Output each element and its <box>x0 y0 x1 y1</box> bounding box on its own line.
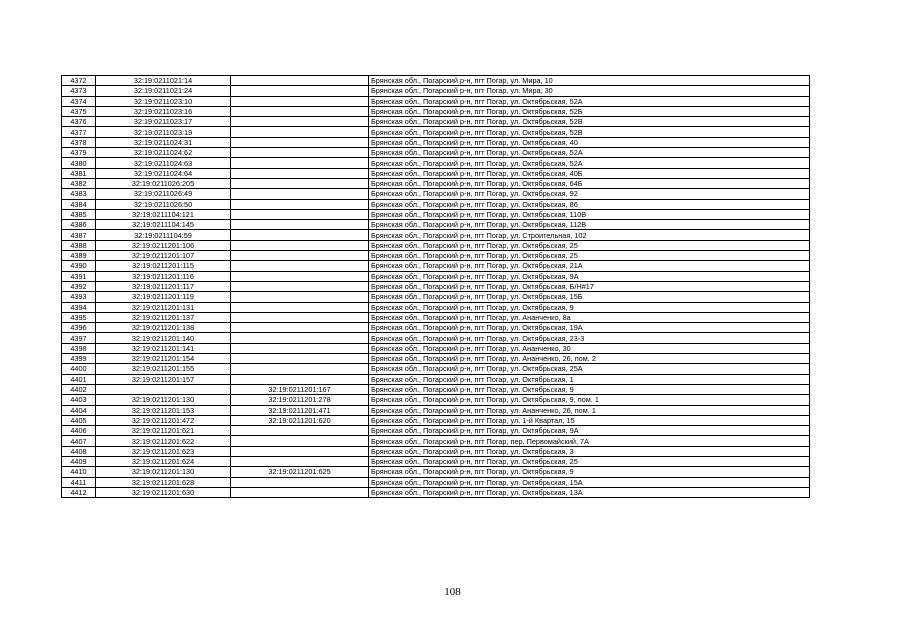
cadastral-number-cell: 32:19:0211201:154 <box>96 354 231 364</box>
cadastral-number-cell: 32:19:0211104:121 <box>96 209 231 219</box>
table-row <box>62 384 810 394</box>
row-number-cell: 4406 <box>62 426 96 436</box>
row-number-cell: 4382 <box>62 178 96 188</box>
table-row <box>62 209 810 219</box>
parent-cadastral-number-cell <box>231 96 369 106</box>
address-cell: Брянская обл., Погарский р-н, пгт Погар, пер. Первомайский, 7А <box>369 436 810 446</box>
row-number-cell: 4399 <box>62 354 96 364</box>
address-cell: Брянская обл., Погарский р-н, пгт Погар, ул. Мира, 30 <box>369 86 810 96</box>
cadastral-number-cell: 32:19:0211026:205 <box>96 178 231 188</box>
address-cell: Брянская обл., Погарский р-н, пгт Погар, ул. Октябрьская, 9 <box>369 302 810 312</box>
cadastral-number-cell: 32:19:0211201:138 <box>96 323 231 333</box>
parent-cadastral-number-cell <box>231 86 369 96</box>
table-row <box>62 467 810 477</box>
row-number-cell: 4397 <box>62 333 96 343</box>
table-row <box>62 487 810 497</box>
cadastral-number-cell: 32:19:0211023:19 <box>96 127 231 137</box>
address-cell: Брянская обл., Погарский р-н, пгт Погар, ул. Октябрьская, 25 <box>369 251 810 261</box>
cadastral-number-cell: 32:19:0211201:130 <box>96 395 231 405</box>
parent-cadastral-number-cell <box>231 158 369 168</box>
row-number-cell: 4405 <box>62 415 96 425</box>
table-row <box>62 178 810 188</box>
table-row <box>62 323 810 333</box>
parent-cadastral-number-cell <box>231 446 369 456</box>
row-number-cell: 4380 <box>62 158 96 168</box>
row-number-cell: 4398 <box>62 343 96 353</box>
cadastral-number-cell: 32:19:0211201:628 <box>96 477 231 487</box>
row-number-cell: 4409 <box>62 456 96 466</box>
address-cell: Брянская обл., Погарский р-н, пгт Погар, ул. Ананченко, 8а <box>369 312 810 322</box>
row-number-cell: 4378 <box>62 137 96 147</box>
row-number-cell: 4384 <box>62 199 96 209</box>
row-number-cell: 4411 <box>62 477 96 487</box>
table-row <box>62 426 810 436</box>
cadastral-number-cell: 32:19:0211024:63 <box>96 158 231 168</box>
address-cell: Брянская обл., Погарский р-н, пгт Погар, ул. Ананченко, 26, пом. 2 <box>369 354 810 364</box>
table-row <box>62 405 810 415</box>
cadastral-number-cell: 32:19:0211201:153 <box>96 405 231 415</box>
cadastral-number-cell: 32:19:0211026:50 <box>96 199 231 209</box>
address-cell: Брянская обл., Погарский р-н, пгт Погар, ул. Октябрьская, 64Б <box>369 178 810 188</box>
cadastral-number-cell: 32:19:0211201:622 <box>96 436 231 446</box>
cadastral-number-cell: 32:19:0211201:137 <box>96 312 231 322</box>
parent-cadastral-number-cell <box>231 240 369 250</box>
table-row <box>62 168 810 178</box>
cadastral-number-cell: 32:19:0211201:472 <box>96 415 231 425</box>
row-number-cell: 4402 <box>62 384 96 394</box>
row-number-cell: 4379 <box>62 148 96 158</box>
parent-cadastral-number-cell: 32:19:0211201:620 <box>231 415 369 425</box>
row-number-cell: 4381 <box>62 168 96 178</box>
address-cell: Брянская обл., Погарский р-н, пгт Погар, ул. Мира, 10 <box>369 76 810 86</box>
parent-cadastral-number-cell <box>231 189 369 199</box>
table-row <box>62 312 810 322</box>
row-number-cell: 4404 <box>62 405 96 415</box>
row-number-cell: 4400 <box>62 364 96 374</box>
cadastral-number-cell: 32:19:0211201:106 <box>96 240 231 250</box>
page-number: 108 <box>444 586 461 598</box>
table-row <box>62 117 810 127</box>
parent-cadastral-number-cell <box>231 302 369 312</box>
table-row <box>62 251 810 261</box>
row-number-cell: 4387 <box>62 230 96 240</box>
row-number-cell: 4394 <box>62 302 96 312</box>
parent-cadastral-number-cell: 32:19:0211201:625 <box>231 467 369 477</box>
cadastral-number-cell: 32:19:0211201:116 <box>96 271 231 281</box>
cadastral-number-cell: 32:19:0211201:119 <box>96 292 231 302</box>
address-cell: Брянская обл., Погарский р-н, пгт Погар, ул. Октябрьская, 9А <box>369 426 810 436</box>
address-cell: Брянская обл., Погарский р-н, пгт Погар, ул. 1-й Квартал, 15 <box>369 415 810 425</box>
parent-cadastral-number-cell <box>231 178 369 188</box>
parent-cadastral-number-cell <box>231 333 369 343</box>
address-cell: Брянская обл., Погарский р-н, пгт Погар, ул. Октябрьская, 25А <box>369 364 810 374</box>
address-cell: Брянская обл., Погарский р-н, пгт Погар, ул. Октябрьская, 19А <box>369 323 810 333</box>
cadastral-number-cell: 32:19:0211201:115 <box>96 261 231 271</box>
cadastral-number-cell: 32:19:0211201:117 <box>96 281 231 291</box>
address-cell: Брянская обл., Погарский р-н, пгт Погар, ул. Октябрьская, 9 <box>369 467 810 477</box>
cadastral-number-cell: 32:19:0211201:630 <box>96 487 231 497</box>
row-number-cell: 4412 <box>62 487 96 497</box>
row-number-cell: 4386 <box>62 220 96 230</box>
cadastral-number-cell: 32:19:0211201:157 <box>96 374 231 384</box>
address-cell: Брянская обл., Погарский р-н, пгт Погар, ул. Октябрьская, 40Б <box>369 168 810 178</box>
row-number-cell: 4376 <box>62 117 96 127</box>
parent-cadastral-number-cell: 32:19:0211201:471 <box>231 405 369 415</box>
table-row <box>62 374 810 384</box>
table-row <box>62 127 810 137</box>
table-row <box>62 158 810 168</box>
row-number-cell: 4403 <box>62 395 96 405</box>
parent-cadastral-number-cell <box>231 456 369 466</box>
parent-cadastral-number-cell <box>231 426 369 436</box>
row-number-cell: 4373 <box>62 86 96 96</box>
table-row <box>62 230 810 240</box>
table-row <box>62 137 810 147</box>
table-row <box>62 240 810 250</box>
parent-cadastral-number-cell <box>231 106 369 116</box>
table-row <box>62 456 810 466</box>
address-cell: Брянская обл., Погарский р-н, пгт Погар, ул. Октябрьская, 110В <box>369 209 810 219</box>
address-cell: Брянская обл., Погарский р-н, пгт Погар, ул. Октябрьская, 25 <box>369 240 810 250</box>
cadastral-number-cell: 32:19:0211201:130 <box>96 467 231 477</box>
cadastral-number-cell: 32:19:0211024:62 <box>96 148 231 158</box>
parent-cadastral-number-cell <box>231 436 369 446</box>
parent-cadastral-number-cell <box>231 281 369 291</box>
table-row <box>62 76 810 86</box>
address-cell: Брянская обл., Погарский р-н, пгт Погар, ул. Октябрьская, 112В <box>369 220 810 230</box>
address-cell: Брянская обл., Погарский р-н, пгт Погар, ул. Ананченко, 30 <box>369 343 810 353</box>
parent-cadastral-number-cell <box>231 137 369 147</box>
parent-cadastral-number-cell <box>231 343 369 353</box>
table-row <box>62 343 810 353</box>
row-number-cell: 4372 <box>62 76 96 86</box>
parent-cadastral-number-cell: 32:19:0211201:278 <box>231 395 369 405</box>
cadastral-number-cell: 32:19:0211024:31 <box>96 137 231 147</box>
parent-cadastral-number-cell <box>231 76 369 86</box>
parent-cadastral-number-cell <box>231 312 369 322</box>
parent-cadastral-number-cell <box>231 209 369 219</box>
parent-cadastral-number-cell <box>231 220 369 230</box>
address-cell: Брянская обл., Погарский р-н, пгт Погар, ул. Октябрьская, 15А <box>369 477 810 487</box>
row-number-cell: 4390 <box>62 261 96 271</box>
cadastral-number-cell: 32:19:0211201:621 <box>96 426 231 436</box>
parent-cadastral-number-cell <box>231 271 369 281</box>
cadastral-number-cell: 32:19:0211023:10 <box>96 96 231 106</box>
table-row <box>62 395 810 405</box>
table-row <box>62 281 810 291</box>
cadastral-number-cell: 32:19:0211023:16 <box>96 106 231 116</box>
address-cell: Брянская обл., Погарский р-н, пгт Погар, ул. Октябрьская, 1 <box>369 374 810 384</box>
cadastral-number-cell: 32:19:0211201:624 <box>96 456 231 466</box>
address-cell: Брянская обл., Погарский р-н, пгт Погар, ул. Октябрьская, 3 <box>369 446 810 456</box>
table-row <box>62 106 810 116</box>
cadastral-number-cell: 32:19:0211201:623 <box>96 446 231 456</box>
parent-cadastral-number-cell <box>231 261 369 271</box>
parent-cadastral-number-cell <box>231 323 369 333</box>
address-cell: Брянская обл., Погарский р-н, пгт Погар, ул. Строительная, 102 <box>369 230 810 240</box>
cadastral-number-cell: 32:19:0211024:64 <box>96 168 231 178</box>
address-cell: Брянская обл., Погарский р-н, пгт Погар, ул. Октябрьская, 9 <box>369 384 810 394</box>
address-cell: Брянская обл., Погарский р-н, пгт Погар, ул. Ананченко, 26, пом. 1 <box>369 405 810 415</box>
parent-cadastral-number-cell <box>231 374 369 384</box>
parent-cadastral-number-cell <box>231 199 369 209</box>
address-cell: Брянская обл., Погарский р-н, пгт Погар, ул. Октябрьская, 15Б <box>369 292 810 302</box>
registry-table-body <box>62 76 810 498</box>
cadastral-number-cell: 32:19:0211201:140 <box>96 333 231 343</box>
address-cell: Брянская обл., Погарский р-н, пгт Погар, ул. Октябрьская, 86 <box>369 199 810 209</box>
address-cell: Брянская обл., Погарский р-н, пгт Погар, ул. Октябрьская, 52В <box>369 117 810 127</box>
row-number-cell: 4410 <box>62 467 96 477</box>
parent-cadastral-number-cell <box>231 487 369 497</box>
table-row <box>62 96 810 106</box>
row-number-cell: 4407 <box>62 436 96 446</box>
cadastral-number-cell: 32:19:0211021:24 <box>96 86 231 96</box>
table-row <box>62 415 810 425</box>
table-row <box>62 220 810 230</box>
cadastral-number-cell: 32:19:0211023:17 <box>96 117 231 127</box>
cadastral-number-cell <box>96 384 231 394</box>
row-number-cell: 4375 <box>62 106 96 116</box>
table-row <box>62 446 810 456</box>
parent-cadastral-number-cell <box>231 477 369 487</box>
row-number-cell: 4385 <box>62 209 96 219</box>
table-row <box>62 148 810 158</box>
table-row <box>62 271 810 281</box>
address-cell: Брянская обл., Погарский р-н, пгт Погар, ул. Октябрьская, 52А <box>369 158 810 168</box>
address-cell: Брянская обл., Погарский р-н, пгт Погар, ул. Октябрьская, 92 <box>369 189 810 199</box>
cadastral-number-cell: 32:19:0211201:107 <box>96 251 231 261</box>
address-cell: Брянская обл., Погарский р-н, пгт Погар, ул. Октябрьская, 52Б <box>369 106 810 116</box>
table-row <box>62 302 810 312</box>
parent-cadastral-number-cell <box>231 117 369 127</box>
table-row <box>62 436 810 446</box>
table-row <box>62 364 810 374</box>
address-cell: Брянская обл., Погарский р-н, пгт Погар, ул. Октябрьская, 21А <box>369 261 810 271</box>
row-number-cell: 4401 <box>62 374 96 384</box>
row-number-cell: 4389 <box>62 251 96 261</box>
row-number-cell: 4374 <box>62 96 96 106</box>
address-cell: Брянская обл., Погарский р-н, пгт Погар, ул. Октябрьская, 40 <box>369 137 810 147</box>
cadastral-number-cell: 32:19:0211104:59 <box>96 230 231 240</box>
cadastral-number-cell: 32:19:0211201:155 <box>96 364 231 374</box>
parent-cadastral-number-cell <box>231 230 369 240</box>
table-row <box>62 333 810 343</box>
table-row <box>62 354 810 364</box>
address-cell: Брянская обл., Погарский р-н, пгт Погар, ул. Октябрьская, 13А <box>369 487 810 497</box>
parent-cadastral-number-cell: 32:19:0211201:167 <box>231 384 369 394</box>
row-number-cell: 4377 <box>62 127 96 137</box>
table-row <box>62 86 810 96</box>
parent-cadastral-number-cell <box>231 364 369 374</box>
row-number-cell: 4396 <box>62 323 96 333</box>
parent-cadastral-number-cell <box>231 127 369 137</box>
row-number-cell: 4395 <box>62 312 96 322</box>
address-cell: Брянская обл., Погарский р-н, пгт Погар, ул. Октябрьская, 52А <box>369 148 810 158</box>
cadastral-number-cell: 32:19:0211021:14 <box>96 76 231 86</box>
address-cell: Брянская обл., Погарский р-н, пгт Погар, ул. Октябрьская, 52В <box>369 127 810 137</box>
row-number-cell: 4391 <box>62 271 96 281</box>
parent-cadastral-number-cell <box>231 148 369 158</box>
table-row <box>62 189 810 199</box>
cadastral-number-cell: 32:19:0211104:145 <box>96 220 231 230</box>
parent-cadastral-number-cell <box>231 292 369 302</box>
address-cell: Брянская обл., Погарский р-н, пгт Погар, ул. Октябрьская, 9А <box>369 271 810 281</box>
parent-cadastral-number-cell <box>231 251 369 261</box>
property-registry-table <box>61 75 810 498</box>
table-row <box>62 292 810 302</box>
address-cell: Брянская обл., Погарский р-н, пгт Погар, ул. Октябрьская, 9, пом. 1 <box>369 395 810 405</box>
parent-cadastral-number-cell <box>231 354 369 364</box>
cadastral-number-cell: 32:19:0211201:131 <box>96 302 231 312</box>
parent-cadastral-number-cell <box>231 168 369 178</box>
cadastral-number-cell: 32:19:0211026:49 <box>96 189 231 199</box>
address-cell: Брянская обл., Погарский р-н, пгт Погар, ул. Октябрьская, 23-3 <box>369 333 810 343</box>
table-row <box>62 261 810 271</box>
table-row <box>62 477 810 487</box>
cadastral-number-cell: 32:19:0211201:141 <box>96 343 231 353</box>
table-row <box>62 199 810 209</box>
row-number-cell: 4392 <box>62 281 96 291</box>
address-cell: Брянская обл., Погарский р-н, пгт Погар, ул. Октябрьская, 52А <box>369 96 810 106</box>
row-number-cell: 4393 <box>62 292 96 302</box>
row-number-cell: 4383 <box>62 189 96 199</box>
row-number-cell: 4408 <box>62 446 96 456</box>
address-cell: Брянская обл., Погарский р-н, пгт Погар, ул. Октябрьская, Б/Н#17 <box>369 281 810 291</box>
address-cell: Брянская обл., Погарский р-н, пгт Погар, ул. Октябрьская, 25 <box>369 456 810 466</box>
row-number-cell: 4388 <box>62 240 96 250</box>
